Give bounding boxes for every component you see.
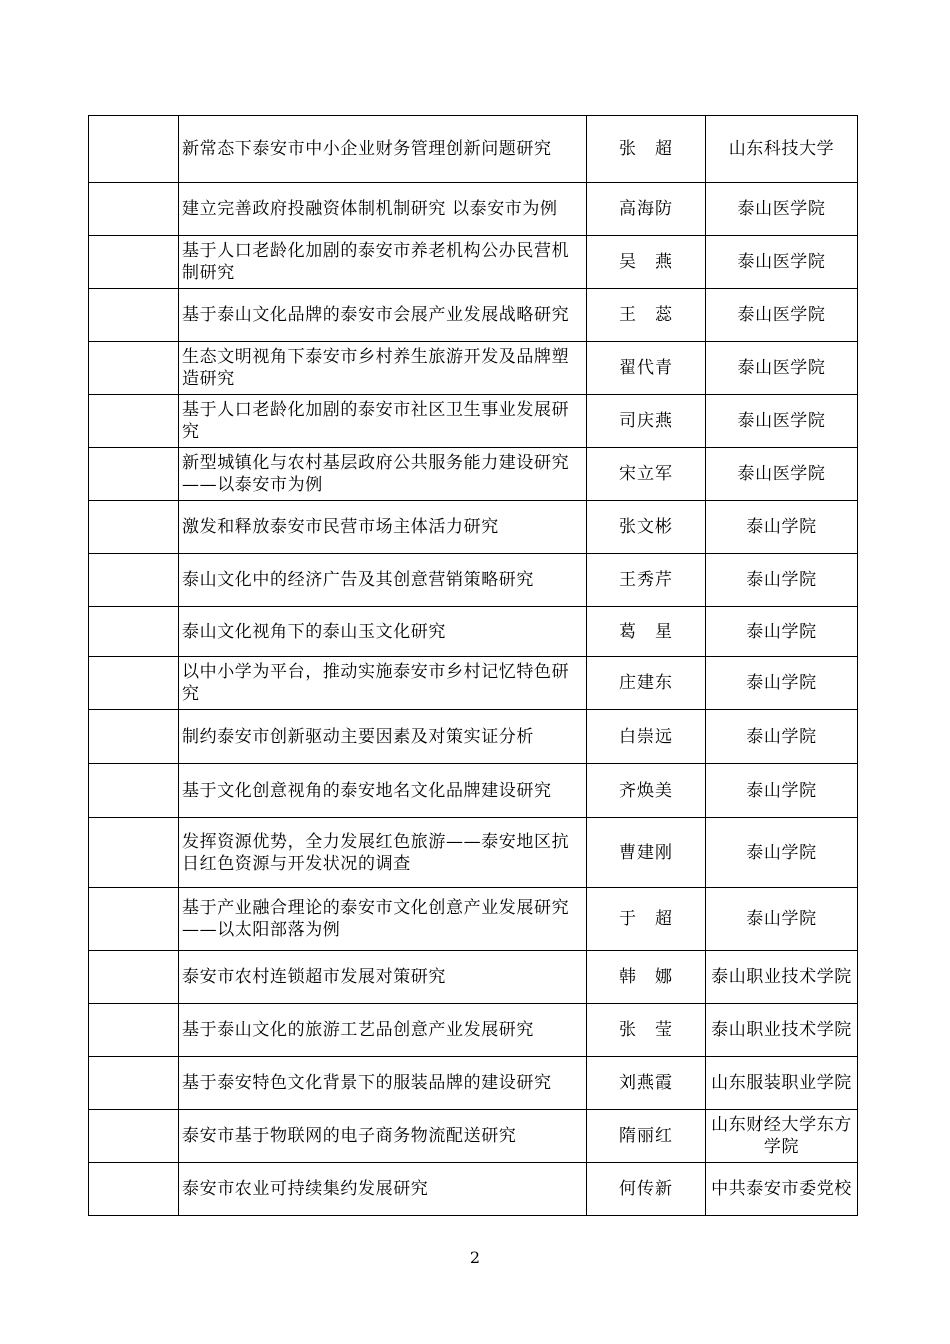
index-cell: [89, 342, 179, 395]
index-cell: [89, 818, 179, 888]
table-row: [89, 448, 858, 501]
table-row: [89, 395, 858, 448]
topic-cell: 基于人口老龄化加剧的泰安市社区卫生事业发展研究: [179, 395, 587, 448]
table-row: [89, 554, 858, 607]
table-row: [89, 236, 858, 289]
table-row: [89, 818, 858, 888]
organization-cell: 泰山学院: [706, 888, 858, 951]
person-cell: 司庆燕: [587, 395, 706, 448]
project-table: [88, 115, 858, 1216]
topic-cell: 激发和释放泰安市民营市场主体活力研究: [179, 501, 587, 554]
topic-cell: 新常态下泰安市中小企业财务管理创新问题研究: [179, 116, 587, 183]
table-row: [89, 764, 858, 818]
table-row: [89, 289, 858, 342]
organization-cell: 泰山学院: [706, 818, 858, 888]
index-cell: [89, 764, 179, 818]
organization-cell: 泰山学院: [706, 607, 858, 657]
topic-cell: 以中小学为平台，推动实施泰安市乡村记忆特色研究: [179, 657, 587, 710]
organization-cell: 泰山学院: [706, 501, 858, 554]
index-cell: [89, 1004, 179, 1057]
person-cell: 葛 星: [587, 607, 706, 657]
person-cell: 张文彬: [587, 501, 706, 554]
topic-cell: 生态文明视角下泰安市乡村养生旅游开发及品牌塑造研究: [179, 342, 587, 395]
topic-cell: 基于产业融合理论的泰安市文化创意产业发展研究——以太阳部落为例: [179, 888, 587, 951]
project-table-body: [89, 116, 858, 1216]
table-row: [89, 657, 858, 710]
table-row: [89, 1057, 858, 1110]
table-row: [89, 710, 858, 764]
topic-cell: 基于泰安特色文化背景下的服装品牌的建设研究: [179, 1057, 587, 1110]
organization-cell: 泰山职业技术学院: [706, 1004, 858, 1057]
topic-cell: 泰安市农业可持续集约发展研究: [179, 1163, 587, 1216]
person-cell: 韩 娜: [587, 951, 706, 1004]
person-cell: 张 莹: [587, 1004, 706, 1057]
person-cell: 王 蕊: [587, 289, 706, 342]
table-row: [89, 342, 858, 395]
topic-cell: 泰山文化中的经济广告及其创意营销策略研究: [179, 554, 587, 607]
person-cell: 何传新: [587, 1163, 706, 1216]
index-cell: [89, 554, 179, 607]
index-cell: [89, 183, 179, 236]
organization-cell: 泰山医学院: [706, 289, 858, 342]
table-row: [89, 888, 858, 951]
index-cell: [89, 657, 179, 710]
index-cell: [89, 710, 179, 764]
index-cell: [89, 888, 179, 951]
table-row: [89, 501, 858, 554]
table-row: [89, 1004, 858, 1057]
organization-cell: 泰山学院: [706, 764, 858, 818]
person-cell: 齐焕美: [587, 764, 706, 818]
topic-cell: 泰安市基于物联网的电子商务物流配送研究: [179, 1110, 587, 1163]
organization-cell: 山东财经大学东方学院: [706, 1110, 858, 1163]
person-cell: 翟代青: [587, 342, 706, 395]
table-row: [89, 183, 858, 236]
topic-cell: 制约泰安市创新驱动主要因素及对策实证分析: [179, 710, 587, 764]
person-cell: 高海防: [587, 183, 706, 236]
index-cell: [89, 116, 179, 183]
organization-cell: 山东服装职业学院: [706, 1057, 858, 1110]
index-cell: [89, 289, 179, 342]
topic-cell: 新型城镇化与农村基层政府公共服务能力建设研究——以泰安市为例: [179, 448, 587, 501]
page-number: 2: [469, 1248, 481, 1267]
organization-cell: 泰山学院: [706, 710, 858, 764]
topic-cell: 发挥资源优势，全力发展红色旅游——泰安地区抗日红色资源与开发状况的调查: [179, 818, 587, 888]
organization-cell: 泰山医学院: [706, 236, 858, 289]
index-cell: [89, 448, 179, 501]
person-cell: 庄建东: [587, 657, 706, 710]
organization-cell: 泰山医学院: [706, 448, 858, 501]
person-cell: 张 超: [587, 116, 706, 183]
organization-cell: 泰山医学院: [706, 342, 858, 395]
person-cell: 隋丽红: [587, 1110, 706, 1163]
organization-cell: 山东科技大学: [706, 116, 858, 183]
index-cell: [89, 501, 179, 554]
person-cell: 于 超: [587, 888, 706, 951]
table-row: [89, 951, 858, 1004]
organization-cell: 泰山医学院: [706, 183, 858, 236]
table-row: [89, 116, 858, 183]
person-cell: 吴 燕: [587, 236, 706, 289]
topic-cell: 泰安市农村连锁超市发展对策研究: [179, 951, 587, 1004]
index-cell: [89, 236, 179, 289]
topic-cell: 基于文化创意视角的泰安地名文化品牌建设研究: [179, 764, 587, 818]
index-cell: [89, 951, 179, 1004]
organization-cell: 泰山学院: [706, 657, 858, 710]
table-row: [89, 607, 858, 657]
table-row: [89, 1163, 858, 1216]
topic-cell: 基于泰山文化品牌的泰安市会展产业发展战略研究: [179, 289, 587, 342]
person-cell: 王秀芹: [587, 554, 706, 607]
index-cell: [89, 607, 179, 657]
person-cell: 宋立军: [587, 448, 706, 501]
topic-cell: 泰山文化视角下的泰山玉文化研究: [179, 607, 587, 657]
person-cell: 白崇远: [587, 710, 706, 764]
organization-cell: 中共泰安市委党校: [706, 1163, 858, 1216]
index-cell: [89, 1057, 179, 1110]
index-cell: [89, 1163, 179, 1216]
organization-cell: 泰山医学院: [706, 395, 858, 448]
index-cell: [89, 1110, 179, 1163]
person-cell: 曹建刚: [587, 818, 706, 888]
person-cell: 刘燕霞: [587, 1057, 706, 1110]
topic-cell: 建立完善政府投融资体制机制研究 以泰安市为例: [179, 183, 587, 236]
organization-cell: 泰山职业技术学院: [706, 951, 858, 1004]
topic-cell: 基于人口老龄化加剧的泰安市养老机构公办民营机制研究: [179, 236, 587, 289]
organization-cell: 泰山学院: [706, 554, 858, 607]
index-cell: [89, 395, 179, 448]
topic-cell: 基于泰山文化的旅游工艺品创意产业发展研究: [179, 1004, 587, 1057]
table-row: [89, 1110, 858, 1163]
